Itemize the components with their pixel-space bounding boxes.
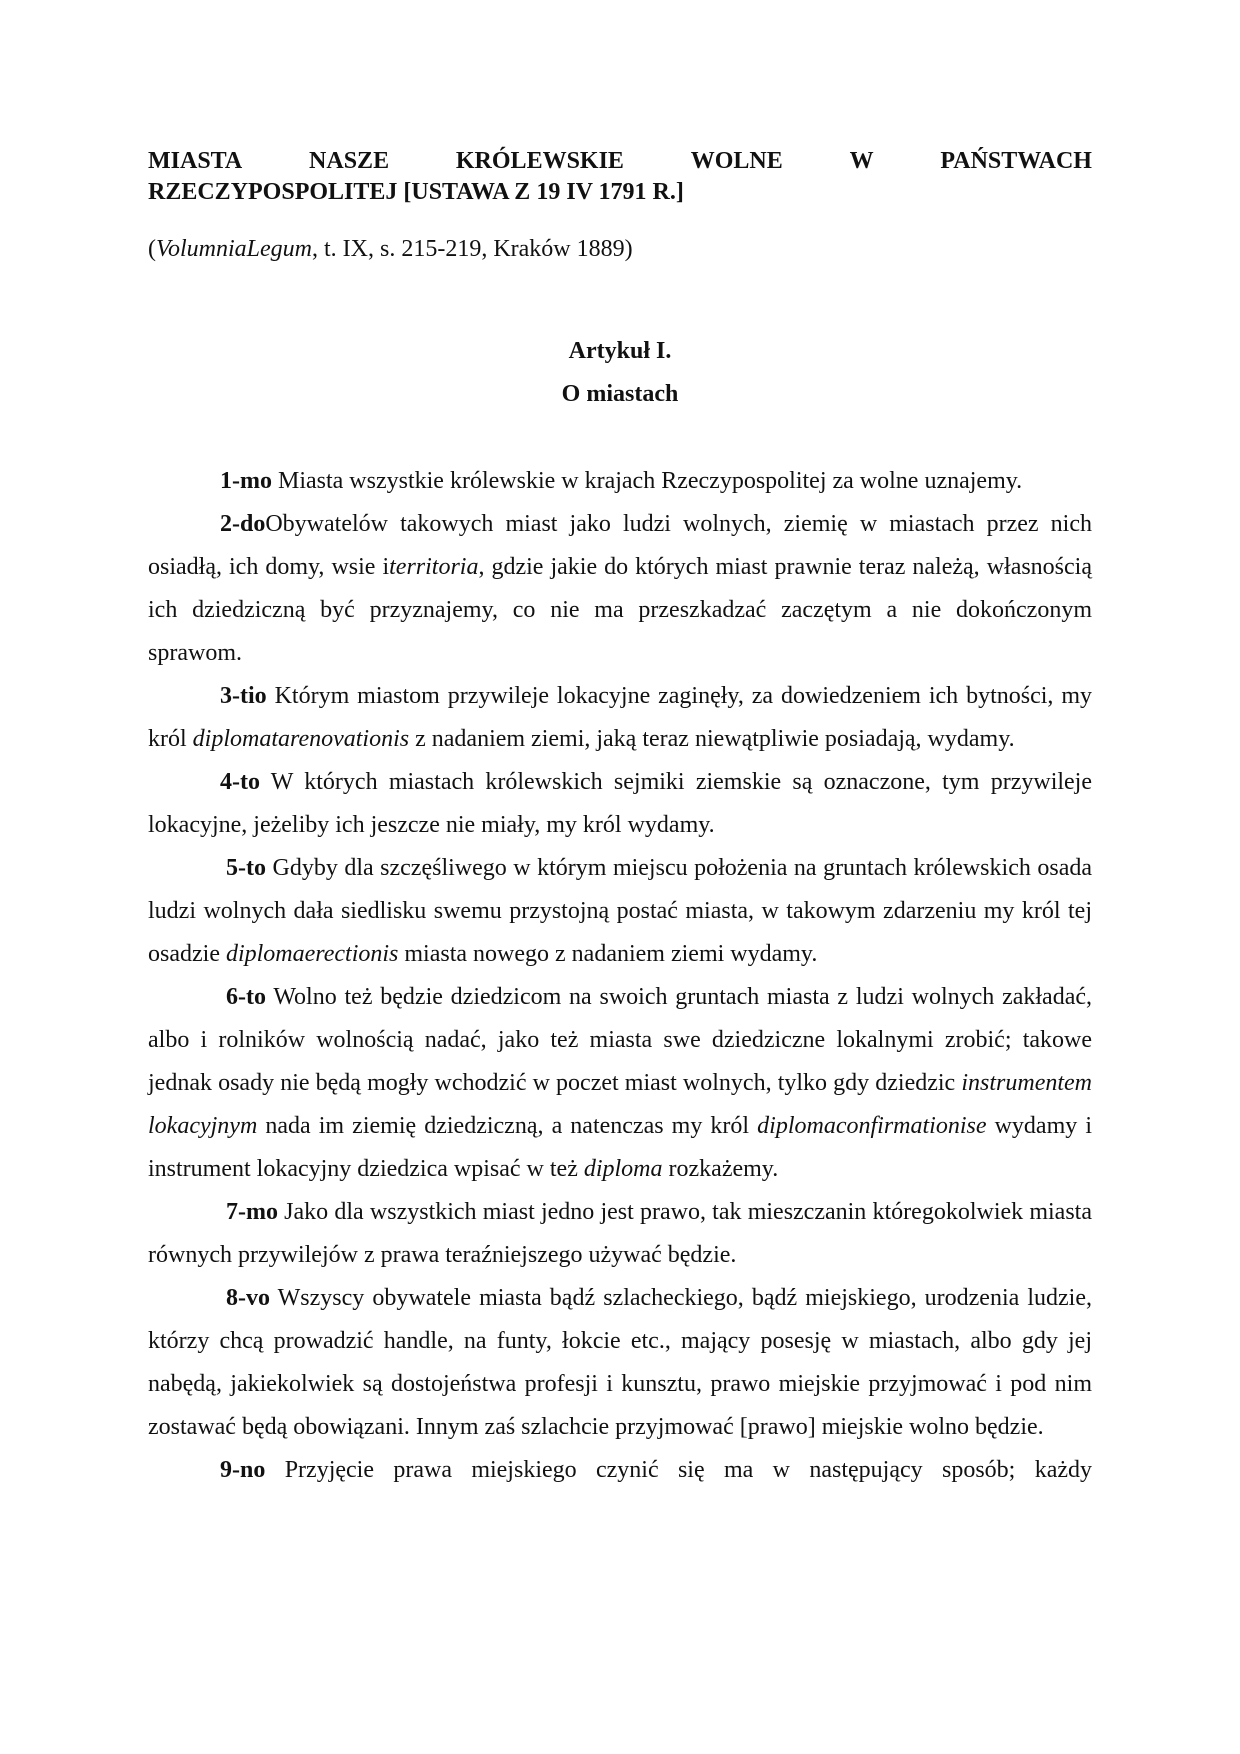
latin-term: diploma [583, 1156, 663, 1182]
paragraph-number: 1-mo [220, 468, 272, 494]
paragraph-text: rozkażemy. [662, 1156, 779, 1182]
paragraph-3 [148, 675, 1092, 761]
title-word: PAŃSTWACH [940, 148, 1092, 174]
paragraph-text: miasta nowego z nadaniem ziemi wydamy. [398, 941, 818, 967]
source-citation [148, 234, 633, 265]
paragraph-text: Wszyscy obywatele miasta bądź szlacheckiego, bądź miejskiego, urodzenia ludzie, którzy chcą prowadzić handle, na funty, łokcie etc., mający posesję w miastach, albo gdy jej nabędą, jakiekolwiek są dostojeństwa profesji i kunsztu, prawo miejskie przyjmować i pod nim zostawać będą obowiązani. Innym zaś szlachcie przyjmować [prawo] miejskie wolno będzie. [148, 1285, 1092, 1440]
paragraph-text: wydamy i instrument lokacyjny dziedzica wpisać w też [148, 1113, 1092, 1182]
citation-details: , t. IX, s. 215-219, Kraków 1889) [312, 236, 633, 262]
title-line-2: RZECZYPOSPOLITEJ [USTAWA Z 19 IV 1791 R.] [148, 179, 684, 205]
paragraph-5 [148, 847, 1092, 976]
paragraph-text: , gdzie jakie do których miast prawnie teraz należą, własnością ich dziedziczną być przyznajemy, co nie ma przeszkadzać zaczętym a nie dokończonym sprawom. [148, 554, 1092, 666]
paragraph-text: W których miastach królewskich sejmiki ziemskie są oznaczone, tym przywileje lokacyjne, jeżeliby ich jeszcze nie miały, my król wydamy. [148, 769, 1092, 838]
paragraph-text: z nadaniem ziemi, jaką teraz niewątpliwie posiadają, wydamy. [409, 726, 1015, 752]
citation-paren: ( [148, 236, 156, 262]
latin-term: diplomatarenovationis [192, 726, 410, 752]
paragraph-number: 9-no [220, 1457, 266, 1483]
title-word: WOLNE [690, 148, 783, 174]
title-word: MIASTA [148, 148, 243, 174]
paragraph-2 [148, 503, 1092, 675]
title-line-1 [148, 146, 1092, 177]
paragraph-number: 3-tio [220, 683, 267, 709]
paragraph-text: Gdyby dla szczęśliwego w którym miejscu położenia na gruntach królewskich osada ludzi wolnych dała siedlisku swemu przystojną postać miasta, w takowym zdarzeniu my król tej osadzie [148, 855, 1092, 967]
latin-term: diplomaerectionis [225, 941, 399, 967]
paragraph-number: 5-to [226, 855, 266, 881]
article-title: O miastach [561, 381, 679, 407]
paragraph-4 [148, 761, 1092, 847]
paragraph-text: Miasta wszystkie królewskie w krajach Rzeczypospolitej za wolne uznajemy. [271, 468, 1023, 494]
article-body [148, 460, 1092, 1492]
citation-work: VolumniaLegum [156, 236, 312, 262]
paragraph-8 [148, 1277, 1092, 1449]
paragraph-6 [148, 976, 1092, 1191]
paragraph-number: 6-to [226, 984, 266, 1010]
paragraph-text: Wolno też będzie dziedzicom na swoich gruntach miasta z ludzi wolnych zakładać, albo i rolników wolnością nadać, jako też miasta swe dziedziczne lokalnymi zrobić; takowe jednak osady nie będą mogły wchodzić w poczet miast wolnych, tylko gdy dziedzic [148, 984, 1092, 1096]
title-word: KRÓLEWSKIE [455, 148, 624, 174]
article-number: Artykuł I. [568, 338, 672, 364]
paragraph-text: Obywatelów takowych miast jako ludzi wolnych, ziemię w miastach przez nich osiadłą, ich domy, wsie i [148, 511, 1092, 580]
paragraph-text: Przyjęcie prawa miejskiego czynić się ma w następujący sposób; każdy [265, 1457, 1092, 1483]
paragraph-1 [148, 460, 1092, 503]
title-word: W [849, 148, 874, 174]
paragraph-number: 4-to [220, 769, 260, 795]
latin-term: territoria [389, 554, 479, 580]
paragraph-text: Jako dla wszystkich miast jedno jest prawo, tak mieszczanin któregokolwiek miasta równych przywilejów z prawa teraźniejszego używać będzie. [148, 1199, 1092, 1268]
latin-term: instrumentem lokacyjnym [148, 1070, 1092, 1139]
latin-term: diplomaconfirmationise [757, 1113, 987, 1139]
paragraph-7 [148, 1191, 1092, 1277]
title-word: NASZE [309, 148, 390, 174]
paragraph-number: 7-mo [226, 1199, 278, 1225]
document-title [148, 146, 1092, 208]
paragraph-number: 2-do [220, 511, 266, 537]
paragraph-text: Którym miastom przywileje lokacyjne zaginęły, za dowiedzeniem ich bytności, my król [148, 683, 1092, 752]
paragraph-text: nada im ziemię dziedziczną, a natenczas my król [257, 1113, 758, 1139]
paragraph-number: 8-vo [226, 1285, 270, 1311]
paragraph-9 [148, 1449, 1092, 1492]
